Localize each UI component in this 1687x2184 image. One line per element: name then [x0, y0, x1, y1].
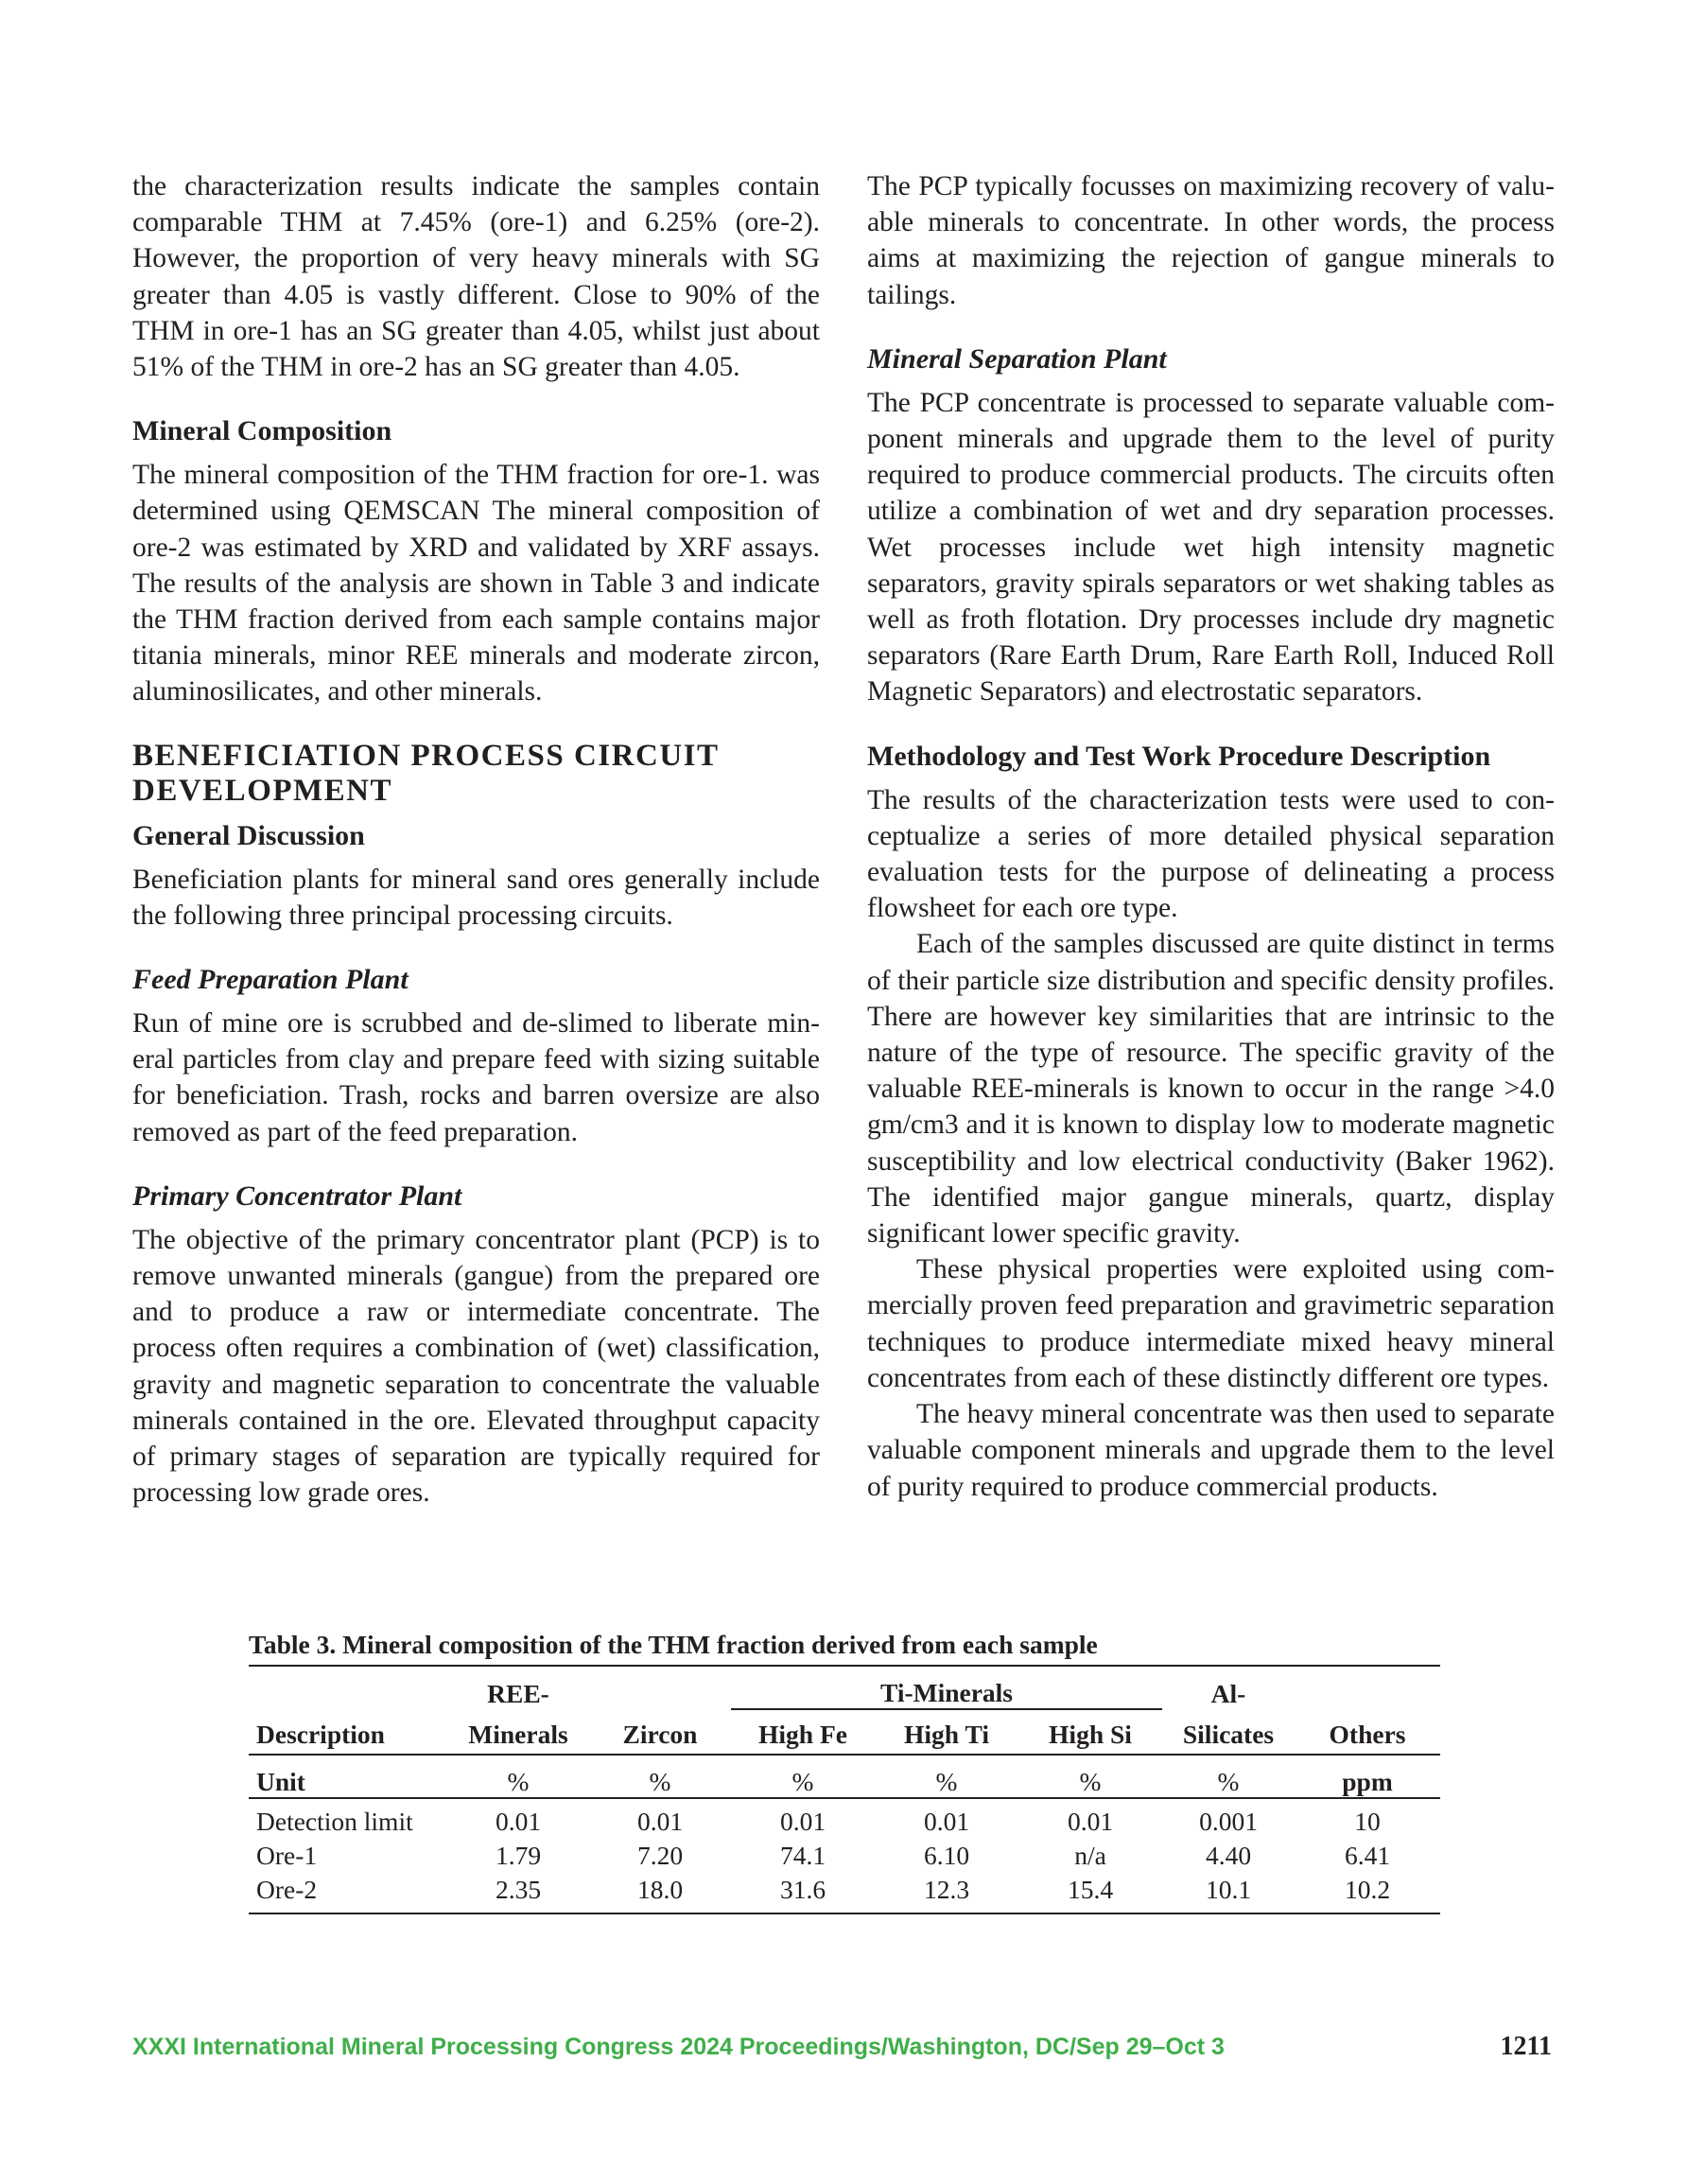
- subheading-general-discussion: General Discussion: [132, 819, 365, 851]
- page-number: 1211: [1500, 2032, 1552, 2061]
- unit-cell: Unit: [256, 1767, 305, 1796]
- table-cell: 1.79: [495, 1841, 542, 1870]
- table-row: [249, 1839, 1440, 1873]
- table-cell: 31.6: [779, 1875, 826, 1904]
- table-cell: Ore-1: [256, 1841, 318, 1870]
- table-cell: 12.3: [923, 1875, 970, 1904]
- table-cell: 0.01: [1067, 1807, 1114, 1836]
- unit-cell: %: [507, 1767, 530, 1796]
- body-paragraph: The PCP concentrate is processed to separate valuable component minerals and upgrade them to the level of purity required to produce commercial products. The circuits often utilize a combination of wet and dry separation processes. Wet processes include wet high intensity magnetic separators, gravity spirals separators or wet shaking tables as well as froth flotation. Dry processes include dry magnetic separators (Rare Earth Drum, Rare Earth Roll, Induced Roll Magnetic Separators) and electrostatic separators.: [867, 387, 1555, 708]
- table-cell: 2.35: [495, 1875, 542, 1904]
- footer-proceedings: XXXI International Mineral Processing Congress 2024 Proceedings/Washington, DC/Sep 29–Oct 3: [132, 2034, 1225, 2060]
- body-paragraph: The objective of the primary concentrator plant (PCP) is to remove unwanted minerals (gangue) from the prepared ore and to produce a raw or intermediate concentrate. The process often requires a combination of (wet) classification, gravity and magnetic separation to concentrate the valuable minerals contained in the ore. Elevated throughput capacity of primary stages of separation are typically required for processing low grade ores.: [132, 1224, 820, 1509]
- subheading-mineral-composition: Mineral Composition: [132, 415, 392, 447]
- unit-cell: %: [935, 1767, 958, 1796]
- table-cell: n/a: [1074, 1841, 1106, 1870]
- subheading-feed-preparation: Feed Preparation Plant: [132, 964, 409, 996]
- table-caption: Table 3. Mineral composition of the THM fraction derived from each sample: [249, 1630, 1098, 1659]
- table-cell: 18.0: [636, 1875, 684, 1904]
- table-cell: 0.01: [495, 1807, 542, 1836]
- header-zircon: Zircon: [622, 1720, 698, 1749]
- table-cell: 6.41: [1344, 1841, 1391, 1870]
- table-cell: 7.20: [636, 1841, 684, 1870]
- table-cell: 6.10: [923, 1841, 970, 1870]
- table-cell: 0.01: [636, 1807, 684, 1836]
- header-others: Others: [1329, 1720, 1406, 1749]
- subheading-primary-concentrator: Primary Concentrator Plant: [132, 1179, 462, 1212]
- unit-cell: ppm: [1342, 1767, 1393, 1796]
- header-al-line2: Silicates: [1182, 1720, 1275, 1749]
- table-cell: 0.001: [1199, 1807, 1258, 1836]
- table-3: [249, 1629, 1440, 1914]
- header-ree-line1: REE-: [487, 1679, 549, 1708]
- table-cell: 10.1: [1205, 1875, 1252, 1904]
- header-high-ti: High Ti: [904, 1720, 989, 1749]
- section-heading: BENEFICIATION PROCESS CIRCUIT DEVELOPMENT: [132, 738, 719, 808]
- unit-cell: %: [1079, 1767, 1102, 1796]
- header-description: Description: [256, 1720, 385, 1749]
- header-high-si: High Si: [1049, 1720, 1132, 1749]
- table-cell: 0.01: [923, 1807, 970, 1836]
- table-cell: 10: [1354, 1807, 1381, 1836]
- body-paragraph: The heavy mineral concentrate was then used to separate valuable component minerals and upgrade them to the level of purity required to produce commercial products.: [867, 1399, 1555, 1502]
- body-paragraph: the characterization results indicate the samples contain comparable THM at 7.45% (ore-1) and 6.25% (ore-2). However, the proportion of very heavy minerals with SG greater than 4.05 is vastly different. Close to 90% of the THM in ore-1 has an SG greater than 4.05, whilst just about 51% of the THM in ore-2 has an SG greater than 4.05.: [132, 171, 820, 383]
- subheading-methodology: Methodology and Test Work Procedure Description: [867, 740, 1491, 772]
- header-ti-minerals: Ti-Minerals: [731, 1666, 1162, 1709]
- table-cell: 15.4: [1067, 1875, 1114, 1904]
- header-high-fe: High Fe: [758, 1720, 847, 1749]
- body-paragraph: These physical properties were exploited using commercially proven feed preparation and gravimetric separation techniques to produce intermediate mixed heavy mineral concentrates from each of these distinctly different ore types.: [867, 1254, 1555, 1393]
- table-cell: Ore-2: [256, 1875, 318, 1904]
- unit-cell: %: [791, 1767, 814, 1796]
- units-row: [249, 1755, 1440, 1798]
- table-cell: Detection limit: [256, 1807, 413, 1836]
- table-cell: 4.40: [1205, 1841, 1252, 1870]
- unit-cell: %: [1217, 1767, 1240, 1796]
- header-al-line1: Al-: [1210, 1679, 1246, 1708]
- body-paragraph: Run of mine ore is scrubbed and de-slimed to liberate mineral particles from clay and prepare feed with sizing suitable for beneficiation. Trash, rocks and barren oversize are also removed as part of the feed preparation.: [132, 1008, 820, 1147]
- table-row: [249, 1798, 1440, 1839]
- table-cell: 10.2: [1344, 1875, 1391, 1904]
- left-column: [132, 168, 820, 1511]
- table-cell: 74.1: [779, 1841, 826, 1870]
- body-paragraph: The mineral composition of the THM fraction for ore-1. was determined using QEMSCAN The mineral composition of ore-2 was estimated by XRD and validated by XRF assays. The results of the analysis are shown in Table 3 and indicate the THM fraction derived from each sample contains major titania minerals, minor REE minerals and moderate zircon, aluminosilicates, and other minerals.: [132, 460, 820, 708]
- header-ree-line2: Minerals: [468, 1720, 568, 1749]
- body-paragraph: The results of the characterization tests were used to conceptualize a series of more detailed physical separation evaluation tests for the purpose of delineating a process flowsheet for each ore type.: [867, 784, 1555, 924]
- body-paragraph: Each of the samples discussed are quite distinct in terms of their particle size distribution and specific density profiles. There are however key similarities that are intrinsic to the nature of the type of resource. The specific gravity of the valuable REE-minerals is known to occur in the range >4.0 gm/cm3 and it is known to display low to moderate magnetic susceptibility and low electrical conductivity (Baker 1962). The identified major gangue minerals, quartz, display significant lower specific gravity.: [867, 929, 1555, 1249]
- table-cell: 0.01: [779, 1807, 826, 1836]
- body-paragraph: Beneficiation plants for mineral sand ores generally include the following three principal processing circuits.: [132, 864, 820, 931]
- body-paragraph: The PCP typically focusses on maximizing recovery of valuable minerals to concentrate. In other words, the process aims at maximizing the rejection of gangue minerals to tailings.: [867, 171, 1555, 310]
- mineral-composition-table: [249, 1665, 1440, 1914]
- unit-cell: %: [649, 1767, 671, 1796]
- right-column: [867, 168, 1555, 1505]
- table-row: [249, 1873, 1440, 1913]
- subheading-mineral-separation: Mineral Separation Plant: [867, 342, 1167, 375]
